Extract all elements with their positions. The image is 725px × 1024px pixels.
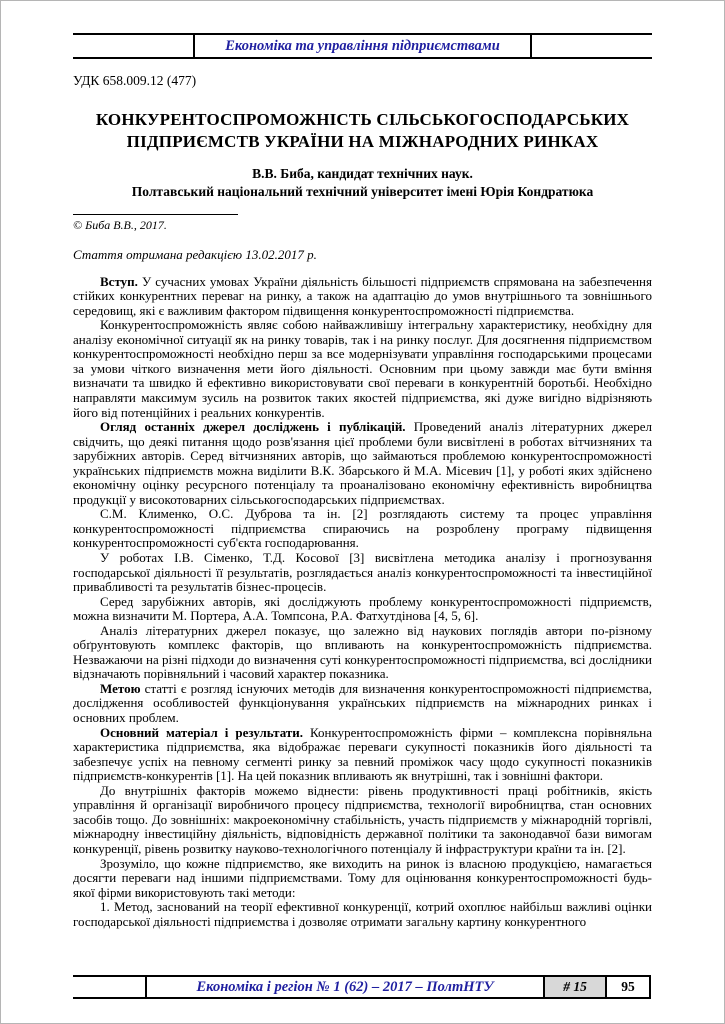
- author-block: [73, 165, 652, 201]
- footer-issue-box: [543, 975, 607, 999]
- paragraph: Конкурентоспроможність являє собою найважливішу інтегральну характеристику, необхідну для аналізу економічної ситуації як на ринку товарів, так і на ринку послуг. Для досягнення підприємством конкурентоспроможності необхідно перш за все модернізувати управління господарськими процесами за умови чіткого визначення мети його діяльності. Основним при цьому завжди має бути вміння визначати та швидко й ефективно використовувати свої переваги в конкурентній боротьбі. Необхідно направляти максимум зусиль на розвиток таких якостей підприємства, які дуже вигідно відрізняють його від потенційних і реальних конкурентів.: [73, 317, 652, 420]
- journal-header: [73, 33, 652, 59]
- footer-rule-left: [73, 975, 145, 999]
- received-note: Стаття отримана редакцією 13.02.2017 р.: [73, 246, 317, 262]
- copyright-note: © Биба В.В., 2017.: [73, 214, 238, 233]
- article-title: КОНКУРЕНТОСПРОМОЖНІСТЬ СІЛЬСЬКОГОСПОДАРСЬКИХ ПІДПРИЄМСТВ УКРАЇНИ НА МІЖНАРОДНИХ РИНКАХ: [95, 110, 630, 152]
- paragraph: Огляд останніх джерел досліджень і публікацій. Проведений аналіз літературних джерел свідчить, що деякі питання щодо розв'язання цієї проблеми були висвітлені в роботах вітчизняних та зарубіжних авторів. Серед вітчизняних авторів, що займаються проблемою конкурентоспроможності українських підприємств можна виділити В.К. Збарського й М.А. Місевич [1], у роботі яких здійснено економічну оцінку ресурсного потенціалу та проаналізовано економічну ефективність виробництва продукції у високотоварних сільськогосподарських підприємствах.: [73, 419, 652, 507]
- footer-journal-title: Економіка і регіон № 1 (62) – 2017 – ПолтНТУ: [196, 978, 494, 995]
- footer-journal-box: [145, 975, 545, 999]
- paragraph: Метою статті є розгляд існуючих методів для визначення конкурентоспроможності підприємства, дослідження особливостей функціонування українських підприємств на міжнародних ринках і основних проблем.: [73, 680, 652, 726]
- article-author: В.В. Биба, кандидат технічних наук.: [252, 166, 473, 182]
- paragraph: До внутрішніх факторів можемо віднести: рівень продуктивності праці робітників, якість управління й організації виробничого процесу підприємства, технології виробництва, стан основних засобів тощо. До зовнішніх: макроекономічну стабільність, участь підприємств у міжнародній торгівлі, міжнародну інвестиційну діяльність, відповідність державної політики та законодавчої бази вимогам конкуренції, рівень розвитку науково-технологічного потенціалу й інфраструктури країни та ін. [2].: [73, 782, 652, 856]
- paragraph: У роботах І.В. Сіменко, Т.Д. Косової [3] висвітлена методика аналізу і прогнозування господарської діяльності її результатів, розглядається аналіз конкурентоспроможності та інвестиційної привабливості та результатів бізнес-процесів.: [73, 550, 652, 595]
- footer-page-number: 95: [605, 975, 651, 999]
- paragraph: Основний матеріал і результати. Конкурентоспроможність фірми – комплексна порівняльна характеристика підприємства, яка відображає переваги сукупності показників його діяльності та забезпечує успіх на певному сегменті ринку за певний проміжок часу щодо сукупності показників підприємств-конкурентів [1]. На цей показник впливають як внутрішні, так і зовнішні фактори.: [73, 724, 652, 784]
- paragraph: С.М. Клименко, О.С. Дуброва та ін. [2] розглядають систему та процес управління конкурентоспроможності підприємства спираючись на розроблену програму підвищення конкурентоспроможності суб'єкта господарювання.: [73, 506, 652, 551]
- paragraph: 1. Метод, заснований на теорії ефективної конкуренції, котрий охоплює найбільш важливі оцінки господарської діяльності підприємства і дозволяє отримати загальну картину конкурентного: [73, 899, 652, 929]
- paragraph: Вступ. У сучасних умовах України діяльність більшості підприємств спрямована на забезпечення стійких конкурентних переваг на ринку, а також на адаптацію до умов внутрішнього та зовнішнього середовищ, які є важливим фактором підвищення конкурентоспроможності підприємства.: [73, 273, 652, 318]
- paragraph: Серед зарубіжних авторів, які досліджують проблему конкурентоспроможності підприємств, можна визначити М. Портера, А.А. Томпсона, Р.А. Фатхутдінова [4, 5, 6].: [73, 593, 652, 624]
- journal-section-title: Економіка та управління підприємствами: [225, 37, 500, 54]
- header-rule-right: [532, 33, 652, 59]
- paragraph: Зрозуміло, що кожне підприємство, яке виходить на ринок із власною продукцією, намагається досягти переваги над іншими підприємствами. Тому для оцінювання конкурентоспроможності будь-якої фірми використовують такі методи:: [73, 855, 652, 900]
- header-rule-left: [73, 33, 193, 59]
- journal-footer: [73, 975, 651, 999]
- article-affiliation: Полтавський національний технічний університет імені Юрія Кондратюка: [131, 184, 594, 200]
- article-body: [73, 275, 652, 930]
- paragraph: Аналіз літературних джерел показує, що залежно від наукових поглядів автори по-різному обґрунтовують комплекс факторів, що впливають на конкурентоспроможність підприємства. Незважаючи на різні підходи до визначення суті конкурентоспроможності підприємства, всі дослідники відзначають порівняльний і часовий характер показника.: [73, 622, 652, 682]
- udc-number: УДК 658.009.12 (477): [73, 73, 197, 88]
- footer-issue-mark: # 15: [563, 979, 587, 994]
- journal-section-box: [193, 33, 532, 59]
